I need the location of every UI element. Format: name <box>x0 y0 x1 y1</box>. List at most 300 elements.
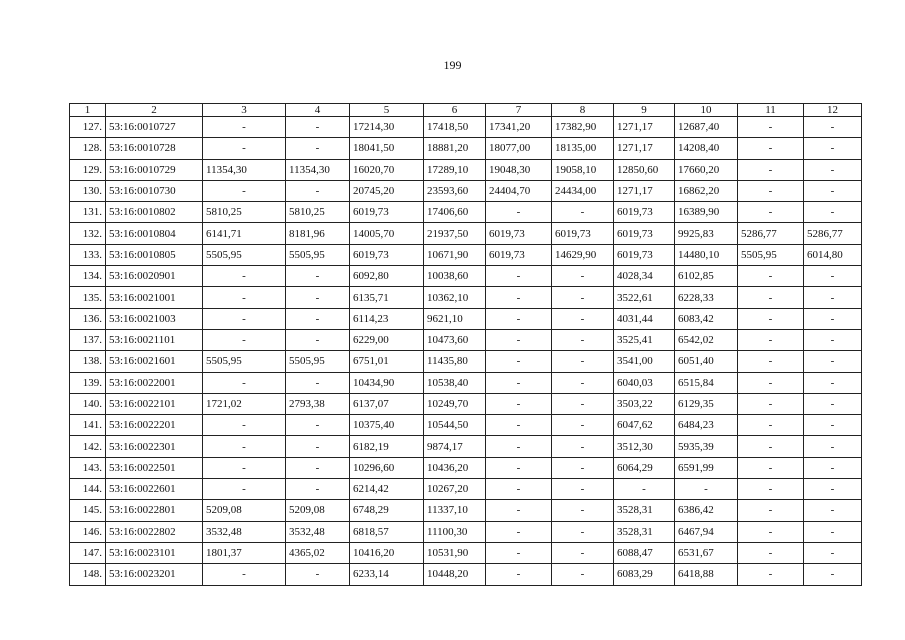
value-cell: 11100,30 <box>424 521 486 542</box>
table-row <box>70 415 862 436</box>
value-cell: 6040,03 <box>614 372 675 393</box>
value-cell: 6182,19 <box>350 436 424 457</box>
value-cell: 1721,02 <box>203 393 286 414</box>
table-row <box>70 351 862 372</box>
column-header-12: 12 <box>804 104 862 117</box>
value-cell: - <box>552 266 614 287</box>
value-cell: 11354,30 <box>286 159 350 180</box>
value-cell: 24434,00 <box>552 180 614 201</box>
value-cell: 6092,80 <box>350 266 424 287</box>
row-number-cell: 141. <box>70 415 106 436</box>
value-cell: - <box>203 308 286 329</box>
row-number-cell: 135. <box>70 287 106 308</box>
value-cell: - <box>552 393 614 414</box>
value-cell: 6019,73 <box>614 244 675 265</box>
table-row <box>70 393 862 414</box>
row-number-cell: 137. <box>70 329 106 350</box>
value-cell: - <box>804 138 862 159</box>
value-cell: 6088,47 <box>614 542 675 563</box>
value-cell: 4028,34 <box>614 266 675 287</box>
value-cell: 6137,07 <box>350 393 424 414</box>
value-cell: 3528,31 <box>614 500 675 521</box>
row-number-cell: 146. <box>70 521 106 542</box>
table-row <box>70 479 862 500</box>
value-cell: 6019,73 <box>614 223 675 244</box>
value-cell: - <box>286 457 350 478</box>
value-cell: 6591,99 <box>675 457 738 478</box>
value-cell: - <box>203 180 286 201</box>
table-row <box>70 202 862 223</box>
value-cell: 5209,08 <box>286 500 350 521</box>
value-cell: 8181,96 <box>286 223 350 244</box>
cadastral-number-cell: 53:16:0010727 <box>106 117 203 138</box>
value-cell: - <box>203 266 286 287</box>
value-cell: - <box>738 479 804 500</box>
value-cell: 18077,00 <box>486 138 552 159</box>
cadastral-number-cell: 53:16:0010728 <box>106 138 203 159</box>
row-number-cell: 145. <box>70 500 106 521</box>
cadastral-number-cell: 53:16:0023101 <box>106 542 203 563</box>
value-cell: - <box>552 542 614 563</box>
value-cell: 9621,10 <box>424 308 486 329</box>
value-cell: - <box>286 479 350 500</box>
value-cell: 10375,40 <box>350 415 424 436</box>
value-cell: - <box>203 479 286 500</box>
page-number: 199 <box>443 58 462 72</box>
value-cell: - <box>486 372 552 393</box>
value-cell: 14480,10 <box>675 244 738 265</box>
value-cell: - <box>738 500 804 521</box>
table-row <box>70 223 862 244</box>
value-cell: - <box>486 393 552 414</box>
value-cell: - <box>203 415 286 436</box>
value-cell: - <box>804 159 862 180</box>
row-number-cell: 128. <box>70 138 106 159</box>
row-number-cell: 127. <box>70 117 106 138</box>
cadastral-number-cell: 53:16:0023201 <box>106 564 203 585</box>
value-cell: - <box>804 393 862 414</box>
value-cell: - <box>738 457 804 478</box>
cadastral-number-cell: 53:16:0021601 <box>106 351 203 372</box>
value-cell: 6014,80 <box>804 244 862 265</box>
row-number-cell: 130. <box>70 180 106 201</box>
value-cell: 6467,94 <box>675 521 738 542</box>
value-cell: - <box>738 202 804 223</box>
value-cell: 11354,30 <box>203 159 286 180</box>
cadastral-number-cell: 53:16:0022201 <box>106 415 203 436</box>
column-header-9: 9 <box>614 104 675 117</box>
value-cell: - <box>552 202 614 223</box>
column-header-8: 8 <box>552 104 614 117</box>
value-cell: 16020,70 <box>350 159 424 180</box>
value-cell: 16389,90 <box>675 202 738 223</box>
value-cell: 4365,02 <box>286 542 350 563</box>
value-cell: 1801,37 <box>203 542 286 563</box>
value-cell: - <box>486 500 552 521</box>
value-cell: - <box>804 372 862 393</box>
cadastral-number-cell: 53:16:0022301 <box>106 436 203 457</box>
table-row <box>70 138 862 159</box>
column-header-2: 2 <box>106 104 203 117</box>
value-cell: 6064,29 <box>614 457 675 478</box>
value-cell: - <box>486 202 552 223</box>
value-cell: 14005,70 <box>350 223 424 244</box>
value-cell: 6542,02 <box>675 329 738 350</box>
value-cell: 6484,23 <box>675 415 738 436</box>
value-cell: 6083,29 <box>614 564 675 585</box>
value-cell: 6141,71 <box>203 223 286 244</box>
value-cell: - <box>804 287 862 308</box>
value-cell: - <box>738 564 804 585</box>
value-cell: 5505,95 <box>286 351 350 372</box>
value-cell: - <box>552 436 614 457</box>
value-cell: 6019,73 <box>350 202 424 223</box>
value-cell: 6019,73 <box>350 244 424 265</box>
table-row <box>70 266 862 287</box>
value-cell: 17382,90 <box>552 117 614 138</box>
table-row <box>70 372 862 393</box>
table-row <box>70 244 862 265</box>
value-cell: - <box>203 117 286 138</box>
value-cell: - <box>486 564 552 585</box>
value-cell: - <box>552 372 614 393</box>
value-cell: - <box>203 329 286 350</box>
value-cell: - <box>486 521 552 542</box>
value-cell: - <box>552 457 614 478</box>
row-number-cell: 148. <box>70 564 106 585</box>
cadastral-number-cell: 53:16:0021101 <box>106 329 203 350</box>
value-cell: - <box>552 351 614 372</box>
value-cell: 2793,38 <box>286 393 350 414</box>
value-cell: - <box>738 351 804 372</box>
row-number-cell: 144. <box>70 479 106 500</box>
value-cell: 6135,71 <box>350 287 424 308</box>
value-cell: - <box>738 415 804 436</box>
value-cell: 3532,48 <box>286 521 350 542</box>
value-cell: - <box>486 436 552 457</box>
row-number-cell: 147. <box>70 542 106 563</box>
value-cell: - <box>552 287 614 308</box>
value-cell: - <box>738 138 804 159</box>
value-cell: 12850,60 <box>614 159 675 180</box>
value-cell: 5286,77 <box>804 223 862 244</box>
value-cell: 18881,20 <box>424 138 486 159</box>
value-cell: 10538,40 <box>424 372 486 393</box>
value-cell: - <box>486 266 552 287</box>
value-cell: 1271,17 <box>614 180 675 201</box>
cadastral-number-cell: 53:16:0010729 <box>106 159 203 180</box>
column-header-7: 7 <box>486 104 552 117</box>
value-cell: 6019,73 <box>486 244 552 265</box>
value-cell: - <box>804 479 862 500</box>
cadastral-number-cell: 53:16:0022802 <box>106 521 203 542</box>
column-header-1: 1 <box>70 104 106 117</box>
value-cell: - <box>738 266 804 287</box>
column-header-6: 6 <box>424 104 486 117</box>
table-row <box>70 521 862 542</box>
row-number-cell: 136. <box>70 308 106 329</box>
value-cell: 17214,30 <box>350 117 424 138</box>
value-cell: - <box>738 521 804 542</box>
value-cell: - <box>286 180 350 201</box>
row-number-cell: 129. <box>70 159 106 180</box>
cadastral-number-cell: 53:16:0021001 <box>106 287 203 308</box>
value-cell: - <box>286 287 350 308</box>
value-cell: 6102,85 <box>675 266 738 287</box>
value-cell: 5810,25 <box>286 202 350 223</box>
header-row <box>70 104 862 117</box>
value-cell: 10416,20 <box>350 542 424 563</box>
value-cell: - <box>552 329 614 350</box>
value-cell: 21937,50 <box>424 223 486 244</box>
value-cell: 6047,62 <box>614 415 675 436</box>
value-cell: - <box>738 393 804 414</box>
value-cell: - <box>804 564 862 585</box>
value-cell: 14208,40 <box>675 138 738 159</box>
cadastral-number-cell: 53:16:0022801 <box>106 500 203 521</box>
value-cell: 1271,17 <box>614 117 675 138</box>
table-body <box>70 117 862 586</box>
value-cell: 18135,00 <box>552 138 614 159</box>
value-cell: - <box>286 266 350 287</box>
value-cell: 5286,77 <box>738 223 804 244</box>
cadastral-number-cell: 53:16:0010730 <box>106 180 203 201</box>
value-cell: 9925,83 <box>675 223 738 244</box>
value-cell: - <box>804 500 862 521</box>
column-header-11: 11 <box>738 104 804 117</box>
column-header-4: 4 <box>286 104 350 117</box>
value-cell: - <box>286 564 350 585</box>
value-cell: - <box>804 415 862 436</box>
value-cell: 10434,90 <box>350 372 424 393</box>
value-cell: 3525,41 <box>614 329 675 350</box>
table-row <box>70 117 862 138</box>
column-header-10: 10 <box>675 104 738 117</box>
table-row <box>70 287 862 308</box>
cadastral-value-table <box>69 103 862 586</box>
value-cell: 6386,42 <box>675 500 738 521</box>
value-cell: - <box>804 117 862 138</box>
value-cell: - <box>552 500 614 521</box>
value-cell: 18041,50 <box>350 138 424 159</box>
row-number-cell: 138. <box>70 351 106 372</box>
value-cell: - <box>804 436 862 457</box>
value-cell: - <box>286 329 350 350</box>
cadastral-number-cell: 53:16:0010802 <box>106 202 203 223</box>
value-cell: 3512,30 <box>614 436 675 457</box>
value-cell: - <box>203 138 286 159</box>
value-cell: 19058,10 <box>552 159 614 180</box>
value-cell: 5505,95 <box>738 244 804 265</box>
value-cell: - <box>286 372 350 393</box>
value-cell: 10249,70 <box>424 393 486 414</box>
value-cell: - <box>486 415 552 436</box>
value-cell: - <box>738 436 804 457</box>
value-cell: 3522,61 <box>614 287 675 308</box>
table-row <box>70 436 862 457</box>
value-cell: 6229,00 <box>350 329 424 350</box>
value-cell: 3528,31 <box>614 521 675 542</box>
value-cell: - <box>804 351 862 372</box>
value-cell: 6019,73 <box>614 202 675 223</box>
value-cell: 5505,95 <box>203 351 286 372</box>
value-cell: 6233,14 <box>350 564 424 585</box>
value-cell: 10531,90 <box>424 542 486 563</box>
value-cell: 5810,25 <box>203 202 286 223</box>
value-cell: - <box>738 287 804 308</box>
column-header-5: 5 <box>350 104 424 117</box>
value-cell: - <box>286 415 350 436</box>
value-cell: 6051,40 <box>675 351 738 372</box>
value-cell: 17289,10 <box>424 159 486 180</box>
value-cell: 9874,17 <box>424 436 486 457</box>
cadastral-number-cell: 53:16:0010804 <box>106 223 203 244</box>
table-row <box>70 564 862 585</box>
value-cell: 10473,60 <box>424 329 486 350</box>
value-cell: - <box>203 287 286 308</box>
cadastral-number-cell: 53:16:0021003 <box>106 308 203 329</box>
value-cell: - <box>804 521 862 542</box>
value-cell: - <box>738 159 804 180</box>
value-cell: 10671,90 <box>424 244 486 265</box>
value-cell: 10448,20 <box>424 564 486 585</box>
value-cell: - <box>552 308 614 329</box>
value-cell: 6083,42 <box>675 308 738 329</box>
value-cell: - <box>738 117 804 138</box>
value-cell: 17418,50 <box>424 117 486 138</box>
row-number-cell: 142. <box>70 436 106 457</box>
value-cell: 3503,22 <box>614 393 675 414</box>
value-cell: 17341,20 <box>486 117 552 138</box>
value-cell: - <box>738 308 804 329</box>
table-row <box>70 542 862 563</box>
value-cell: - <box>486 308 552 329</box>
value-cell: - <box>675 479 738 500</box>
row-number-cell: 134. <box>70 266 106 287</box>
value-cell: 19048,30 <box>486 159 552 180</box>
value-cell: - <box>552 564 614 585</box>
table-row <box>70 457 862 478</box>
value-cell: 23593,60 <box>424 180 486 201</box>
value-cell: 3541,00 <box>614 351 675 372</box>
value-cell: 6228,33 <box>675 287 738 308</box>
cadastral-number-cell: 53:16:0010805 <box>106 244 203 265</box>
value-cell: 10362,10 <box>424 287 486 308</box>
row-number-cell: 139. <box>70 372 106 393</box>
value-cell: 20745,20 <box>350 180 424 201</box>
value-cell: - <box>738 372 804 393</box>
value-cell: 5505,95 <box>286 244 350 265</box>
value-cell: - <box>804 266 862 287</box>
value-cell: 5505,95 <box>203 244 286 265</box>
column-header-3: 3 <box>203 104 286 117</box>
cadastral-number-cell: 53:16:0020901 <box>106 266 203 287</box>
value-cell: - <box>804 202 862 223</box>
value-cell: - <box>552 479 614 500</box>
value-cell: - <box>552 521 614 542</box>
value-cell: 10038,60 <box>424 266 486 287</box>
row-number-cell: 131. <box>70 202 106 223</box>
value-cell: 17660,20 <box>675 159 738 180</box>
table-row <box>70 180 862 201</box>
value-cell: 16862,20 <box>675 180 738 201</box>
value-cell: - <box>804 457 862 478</box>
value-cell: 24404,70 <box>486 180 552 201</box>
cadastral-number-cell: 53:16:0022601 <box>106 479 203 500</box>
table-row <box>70 159 862 180</box>
value-cell: 6531,67 <box>675 542 738 563</box>
value-cell: 17406,60 <box>424 202 486 223</box>
value-cell: - <box>286 138 350 159</box>
value-cell: 11435,80 <box>424 351 486 372</box>
value-cell: - <box>738 542 804 563</box>
value-cell: 6418,88 <box>675 564 738 585</box>
value-cell: 10296,60 <box>350 457 424 478</box>
table-row <box>70 308 862 329</box>
value-cell: 6515,84 <box>675 372 738 393</box>
value-cell: - <box>486 351 552 372</box>
value-cell: 14629,90 <box>552 244 614 265</box>
value-cell: - <box>804 180 862 201</box>
value-cell: 6129,35 <box>675 393 738 414</box>
value-cell: 6019,73 <box>486 223 552 244</box>
value-cell: - <box>552 415 614 436</box>
value-cell: 10544,50 <box>424 415 486 436</box>
value-cell: 6214,42 <box>350 479 424 500</box>
table-row <box>70 500 862 521</box>
value-cell: - <box>286 117 350 138</box>
value-cell: 6748,29 <box>350 500 424 521</box>
value-cell: 6751,01 <box>350 351 424 372</box>
value-cell: 12687,40 <box>675 117 738 138</box>
value-cell: - <box>804 329 862 350</box>
value-cell: 6818,57 <box>350 521 424 542</box>
value-cell: - <box>203 564 286 585</box>
row-number-cell: 132. <box>70 223 106 244</box>
value-cell: 3532,48 <box>203 521 286 542</box>
row-number-cell: 133. <box>70 244 106 265</box>
value-cell: 4031,44 <box>614 308 675 329</box>
value-cell: - <box>286 308 350 329</box>
cadastral-number-cell: 53:16:0022101 <box>106 393 203 414</box>
row-number-cell: 143. <box>70 457 106 478</box>
value-cell: - <box>203 457 286 478</box>
value-cell: - <box>486 457 552 478</box>
value-cell: 10436,20 <box>424 457 486 478</box>
value-cell: 1271,17 <box>614 138 675 159</box>
value-cell: - <box>614 479 675 500</box>
value-cell: 5935,39 <box>675 436 738 457</box>
value-cell: - <box>738 180 804 201</box>
value-cell: - <box>203 436 286 457</box>
value-cell: 11337,10 <box>424 500 486 521</box>
value-cell: - <box>486 542 552 563</box>
value-cell: 6114,23 <box>350 308 424 329</box>
row-number-cell: 140. <box>70 393 106 414</box>
cadastral-number-cell: 53:16:0022501 <box>106 457 203 478</box>
value-cell: - <box>486 329 552 350</box>
value-cell: - <box>486 287 552 308</box>
value-cell: 10267,20 <box>424 479 486 500</box>
value-cell: 6019,73 <box>552 223 614 244</box>
table-row <box>70 329 862 350</box>
value-cell: - <box>738 329 804 350</box>
value-cell: - <box>486 479 552 500</box>
cadastral-number-cell: 53:16:0022001 <box>106 372 203 393</box>
value-cell: - <box>804 308 862 329</box>
value-cell: 5209,08 <box>203 500 286 521</box>
value-cell: - <box>804 542 862 563</box>
